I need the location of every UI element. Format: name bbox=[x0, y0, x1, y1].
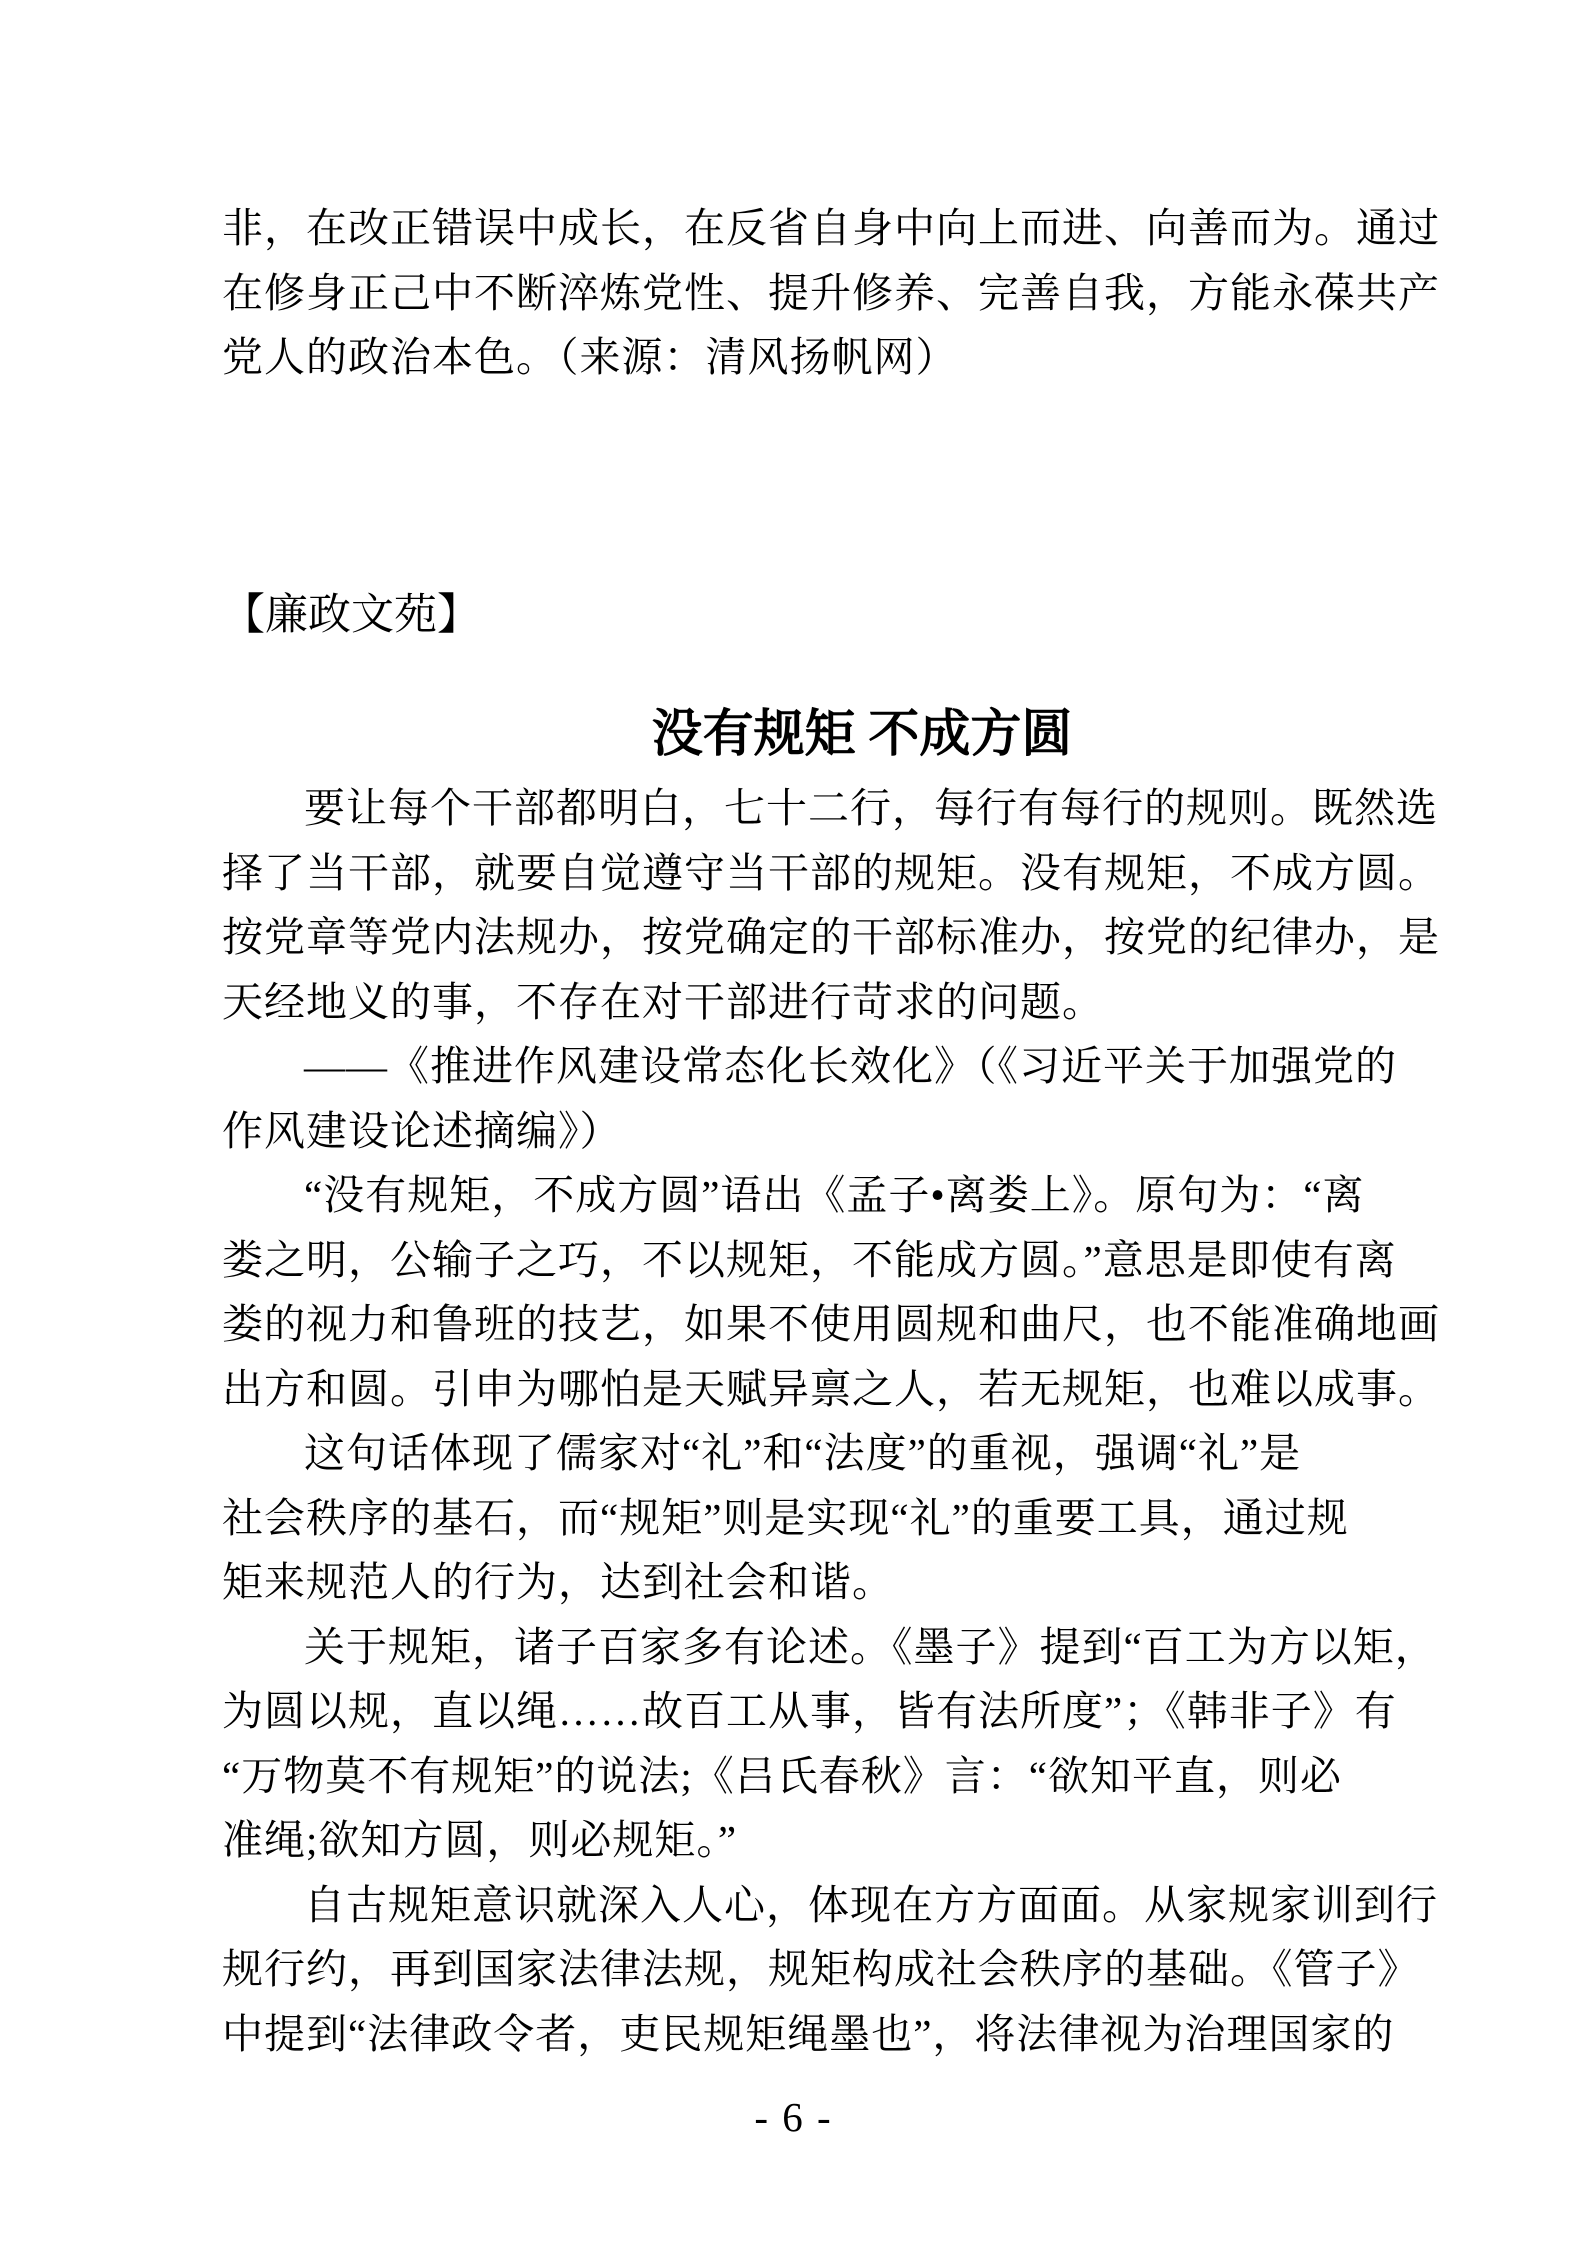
text-line: “没有规矩，不成方圆”语出《孟子•离娄上》。原句为：“离 bbox=[304, 1172, 1365, 1218]
text-line: 按党章等党内法规办，按党确定的干部标准办，按党的纪律办，是 bbox=[222, 914, 1440, 960]
text-line: 矩来规范人的行为，达到社会和谐。 bbox=[222, 1559, 894, 1605]
text-line: 天经地义的事，不存在对干部进行苛求的问题。 bbox=[222, 978, 1104, 1025]
text-line: 非，在改正错误中成长，在反省自身中向上而进、向善而为。通过 bbox=[222, 205, 1440, 251]
text-line: 作风建设论述摘编》） bbox=[222, 1107, 622, 1154]
page-number: - 6 - bbox=[754, 2094, 833, 2140]
article-title: 没有规矩 不成方圆 bbox=[651, 707, 1073, 763]
text-line: 这句话体现了儒家对“礼”和“法度”的重视，强调“礼”是 bbox=[304, 1430, 1302, 1476]
section-header: 【廉政文苑】 bbox=[222, 592, 480, 639]
text-line: 规行约，再到国家法律法规，规矩构成社会秩序的基础。《管子》 bbox=[222, 1946, 1420, 1992]
continued-paragraph bbox=[222, 196, 1440, 390]
article-body bbox=[222, 776, 1440, 2066]
text-line: 社会秩序的基石，而“规矩”则是实现“礼”的重要工具，通过规 bbox=[222, 1494, 1349, 1541]
text-line: 自古规矩意识就深入人心，体现在方方面面。从家规家训到行 bbox=[304, 1881, 1438, 1928]
text-line: “万物莫不有规矩”的说法;《吕氏春秋》言：“欲知平直，则必 bbox=[222, 1752, 1342, 1799]
text-line: 在修身正己中不断淬炼党性、提升修养、完善自我，方能永葆共产 bbox=[222, 269, 1440, 316]
text-line: 择了当干部，就要自觉遵守当干部的规矩。没有规矩，不成方圆。 bbox=[222, 849, 1440, 896]
text-line: ——《推进作风建设常态化长效化》（《习近平关于加强党的 bbox=[304, 1043, 1397, 1089]
text-line: 要让每个干部都明白，七十二行，每行有每行的规则。既然选 bbox=[304, 785, 1438, 831]
text-line: 关于规矩，诸子百家多有论述。《墨子》提到“百工为方以矩， bbox=[304, 1623, 1437, 1670]
text-line: 娄之明，公输子之巧，不以规矩，不能成方圆。”意思是即使有离 bbox=[222, 1236, 1397, 1283]
text-line: 出方和圆。引申为哪怕是天赋异禀之人，若无规矩，也难以成事。 bbox=[222, 1365, 1440, 1412]
text-line: 为圆以规，直以绳……故百工从事，皆有法所度”；《韩非子》有 bbox=[222, 1688, 1397, 1734]
text-line: 娄的视力和鲁班的技艺，如果不使用圆规和曲尺，也不能准确地画 bbox=[222, 1301, 1440, 1347]
text-line: 党人的政治本色。（来源：清风扬帆网） bbox=[222, 334, 958, 380]
text-line: 准绳;欲知方圆，则必规矩。” bbox=[222, 1817, 738, 1863]
text-line: 中提到“法律政令者，吏民规矩绳墨也”，将法律视为治理国家的 bbox=[222, 2010, 1395, 2057]
